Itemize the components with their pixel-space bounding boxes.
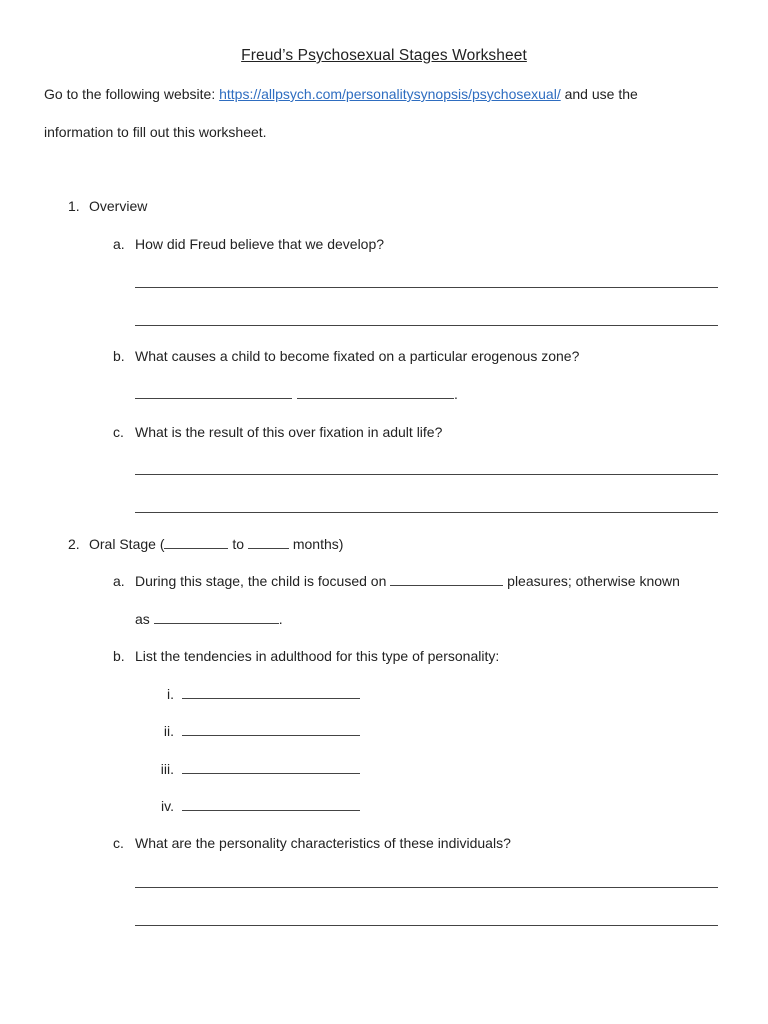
section-label: to [228, 536, 248, 552]
question-text: How did Freud believe that we develop? [135, 236, 385, 252]
intro-line-2: information to fill out this worksheet. [44, 124, 267, 140]
section-label: Oral Stage ( [89, 536, 165, 552]
answer-blank[interactable] [182, 685, 360, 699]
item-marker: ii. [163, 723, 174, 739]
item-marker: iii. [160, 761, 174, 777]
question-1c [113, 423, 442, 441]
question-text: What are the personality characteristics of these individuals? [135, 835, 511, 851]
list-item [150, 760, 360, 778]
question-text: What is the result of this over fixation in adult life? [135, 424, 443, 440]
intro-line-1 [44, 85, 638, 103]
section-label: months) [288, 536, 344, 552]
age-start-blank[interactable] [164, 535, 228, 549]
answer-line[interactable] [135, 925, 718, 926]
answer-blank[interactable] [135, 385, 292, 399]
intro-suffix: and use the [560, 86, 638, 102]
list-item [150, 797, 360, 815]
question-marker: a. [113, 573, 125, 589]
section-overview [68, 197, 147, 215]
item-marker: iv. [161, 798, 174, 814]
allpsych-link[interactable]: https://allpsych.com/personalitysynopsis/psychosexual/ [219, 86, 561, 102]
intro-prefix: Go to the following website: [44, 86, 220, 102]
question-2a-cont [135, 610, 283, 628]
question-text: List the tendencies in adulthood for this type of personality: [135, 648, 500, 664]
question-text: . [278, 611, 283, 627]
list-item [150, 722, 360, 740]
list-item [150, 685, 360, 703]
section-oral-stage [68, 535, 343, 553]
question-2c [113, 834, 511, 852]
question-text: During this stage, the child is focused on [135, 573, 391, 589]
question-2b [113, 647, 499, 665]
answer-blank[interactable] [182, 760, 360, 774]
question-marker: b. [113, 348, 125, 364]
answer-line[interactable] [135, 287, 718, 288]
answer-period: . [454, 386, 458, 402]
section-number: 1. [68, 198, 80, 214]
worksheet-title: Freud’s Psychosexual Stages Worksheet [241, 47, 527, 64]
answer-line[interactable] [135, 512, 718, 513]
answer-blank[interactable] [182, 722, 360, 736]
answer-blank[interactable] [297, 385, 454, 399]
question-2a [113, 572, 680, 590]
answer-line[interactable] [135, 474, 718, 475]
answer-line[interactable] [135, 887, 718, 888]
answer-blank[interactable] [390, 572, 503, 586]
answer-blank[interactable] [154, 610, 279, 624]
question-1b [113, 347, 579, 365]
section-label: Overview [89, 198, 148, 214]
question-marker: c. [113, 835, 124, 851]
question-text: pleasures; otherwise known [503, 573, 680, 589]
answer-1b [135, 385, 458, 403]
question-1a [113, 235, 384, 253]
question-text: What causes a child to become fixated on a particular erogenous zone? [135, 348, 580, 364]
answer-line[interactable] [135, 325, 718, 326]
question-marker: a. [113, 236, 125, 252]
question-marker: b. [113, 648, 125, 664]
age-end-blank[interactable] [248, 535, 289, 549]
section-number: 2. [68, 536, 80, 552]
answer-blank[interactable] [182, 797, 360, 811]
question-marker: c. [113, 424, 124, 440]
question-text: as [135, 611, 154, 627]
item-marker: i. [167, 686, 174, 702]
